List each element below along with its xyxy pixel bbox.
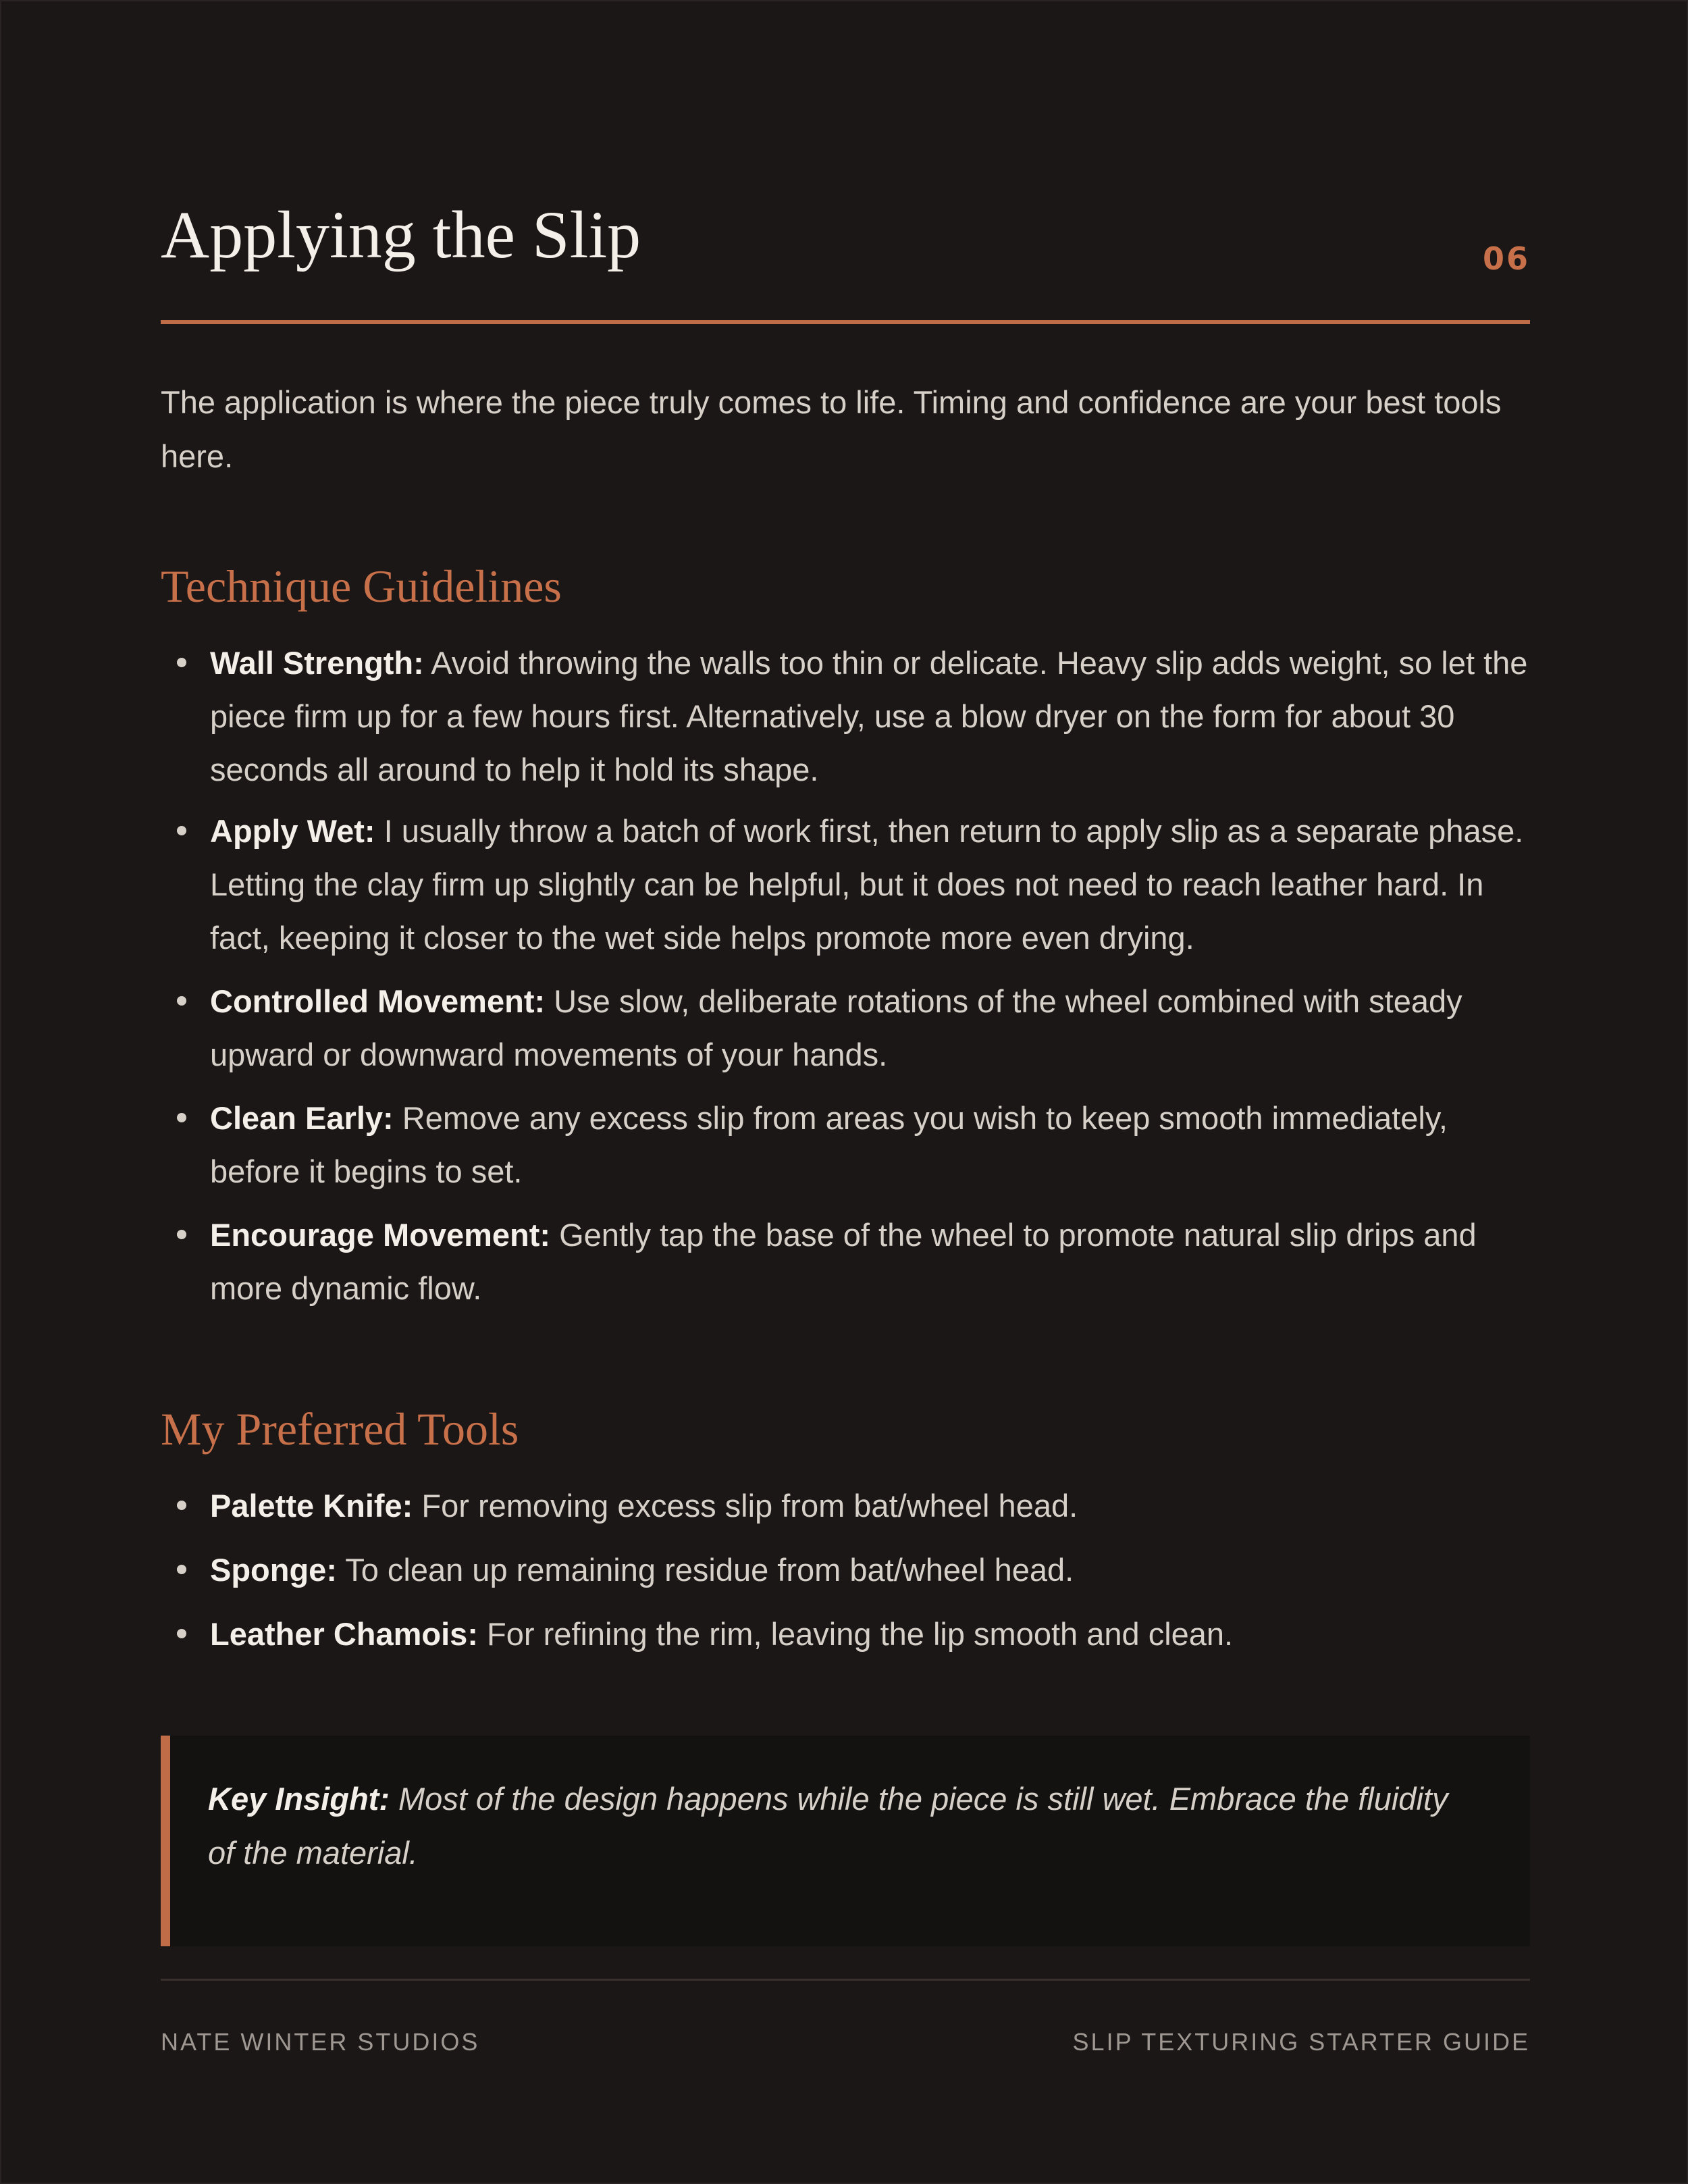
key-insight-callout bbox=[161, 1736, 1530, 1946]
bullet-icon bbox=[177, 658, 186, 667]
item-text: For removing excess slip from bat/wheel head. bbox=[413, 1488, 1078, 1524]
item-text: Remove any excess slip from areas you wish to keep smooth immediately, before it begins to set. bbox=[210, 1100, 1448, 1189]
list-item bbox=[161, 1091, 1530, 1198]
item-term: Apply Wet: bbox=[210, 813, 375, 849]
bullet-icon bbox=[177, 1629, 186, 1638]
item-text: Use slow, deliberate rotations of the wheel combined with steady upward or downward movements of your hands. bbox=[210, 983, 1462, 1072]
item-term: Leather Chamois: bbox=[210, 1616, 478, 1652]
item-text: Avoid throwing the walls too thin or delicate. Heavy slip adds weight, so let the piece firm up for a few hours first. Alternatively, use a blow dryer on the form for about 30 seconds all around to help it hold its shape. bbox=[210, 645, 1528, 787]
list-item bbox=[161, 974, 1530, 1081]
list-item bbox=[161, 804, 1530, 964]
item-term: Wall Strength: bbox=[210, 645, 424, 681]
list-item bbox=[161, 1543, 1530, 1596]
item-text: Gently tap the base of the wheel to promote natural slip drips and more dynamic flow. bbox=[210, 1217, 1477, 1306]
bullet-icon bbox=[177, 826, 186, 835]
bullet-icon bbox=[177, 996, 186, 1006]
footer-studio-name: NATE WINTER STUDIOS bbox=[161, 2028, 480, 2056]
item-text: For refining the rim, leaving the lip smooth and clean. bbox=[477, 1616, 1234, 1652]
technique-section-title: Technique Guidelines bbox=[161, 561, 562, 612]
list-item bbox=[161, 1607, 1530, 1661]
footer-divider bbox=[161, 1979, 1530, 1981]
page-title: Applying the Slip bbox=[161, 197, 641, 272]
item-term: Clean Early: bbox=[210, 1100, 394, 1136]
page-number: 06 bbox=[1482, 240, 1530, 277]
bullet-icon bbox=[177, 1565, 186, 1574]
item-text: To clean up remaining residue from bat/wheel head. bbox=[336, 1552, 1074, 1588]
bullet-icon bbox=[177, 1230, 186, 1239]
bullet-icon bbox=[177, 1113, 186, 1122]
footer-guide-title: SLIP TEXTURING STARTER GUIDE bbox=[1072, 2028, 1530, 2056]
item-text: I usually throw a batch of work first, then return to apply slip as a separate phase. Letting the clay firm up slightly can be helpful, but it does not need to reach leather hard. In fact, keeping it closer to the wet side helps promote more even drying. bbox=[210, 813, 1524, 956]
intro-paragraph: The application is where the piece truly comes to life. Timing and confidence are your best tools here. bbox=[161, 384, 1502, 474]
list-item bbox=[161, 636, 1530, 796]
insight-text-block bbox=[208, 1772, 1477, 1880]
item-term: Encourage Movement: bbox=[210, 1217, 551, 1253]
list-item bbox=[161, 1479, 1530, 1532]
bullet-icon bbox=[177, 1501, 186, 1510]
insight-term: Key Insight: bbox=[208, 1781, 390, 1817]
tools-list bbox=[161, 1479, 1530, 1661]
item-term: Controlled Movement: bbox=[210, 983, 546, 1019]
tools-section-title: My Preferred Tools bbox=[161, 1403, 519, 1455]
header-divider bbox=[161, 320, 1530, 324]
page-header bbox=[161, 194, 1530, 323]
item-term: Sponge: bbox=[210, 1552, 337, 1588]
technique-list bbox=[161, 636, 1530, 1315]
list-item bbox=[161, 1208, 1530, 1315]
item-term: Palette Knife: bbox=[210, 1488, 413, 1524]
insight-text: Most of the design happens while the piece is still wet. Embrace the fluidity of the material. bbox=[208, 1781, 1448, 1871]
